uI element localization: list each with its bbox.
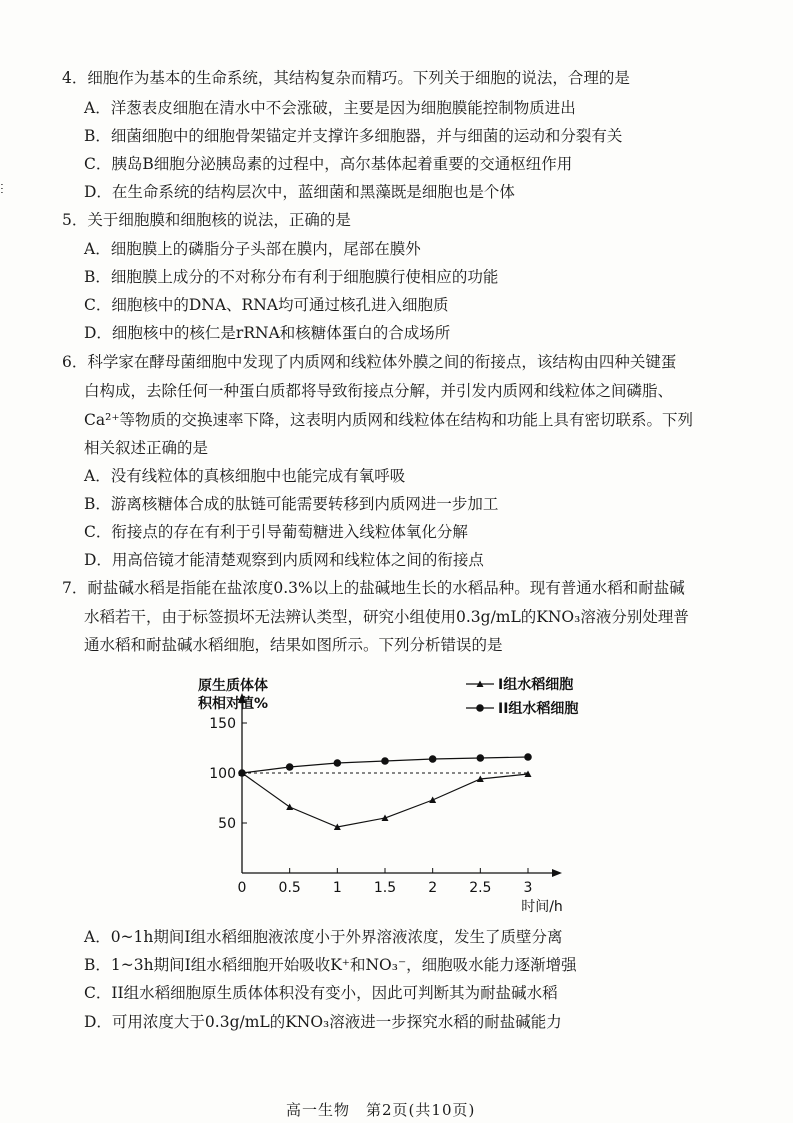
x-tick-label: 2 [428, 880, 438, 896]
x-axis-arrow [552, 869, 562, 877]
q5-option-a: A．细胞膜上的磷脂分子头部在膜内，尾部在膜外 [84, 240, 421, 258]
series-1-point [382, 815, 389, 822]
q4-option-c: C．胰岛B细胞分泌胰岛素的过程中，高尔基体起着重要的交通枢纽作用 [84, 155, 573, 173]
q6-option-b: B．游离核糖体合成的肽链可能需要转移到内质网进一步加工 [84, 495, 499, 513]
series-2-point [477, 754, 485, 762]
x-tick-label: 1.5 [373, 880, 397, 896]
legend-2-marker [476, 704, 484, 712]
q6-stem-3: Ca²⁺等物质的交换速率下降，这表明内质网和线粒体在结构和功能上具有密切联系。下列 [84, 411, 693, 429]
series-2-point [238, 769, 246, 777]
x-tick-label: 1 [332, 880, 342, 896]
x-tick-label: 0.5 [278, 880, 301, 896]
protoplast-volume-chart [190, 668, 610, 918]
series-2-point [381, 757, 389, 765]
q5-option-c: C．细胞核中的DNA、RNA均可通过核孔进入细胞质 [84, 296, 449, 314]
x-tick-label: 0 [237, 880, 247, 896]
page-footer: 高一生物 第2页(共10页) [286, 1101, 476, 1119]
q4-option-a: A．洋葱表皮细胞在清水中不会涨破，主要是因为细胞膜能控制物质进出 [84, 99, 576, 117]
y-axis-label: 积相对值% [198, 696, 269, 712]
series-2-point [524, 753, 532, 761]
legend-2-label: II组水稻细胞 [498, 701, 579, 717]
legend-1-label: I组水稻细胞 [498, 677, 574, 693]
series-2-point [286, 763, 294, 771]
q7-stem-1: 7．耐盐碱水稻是指能在盐浓度0.3%以上的盐碱地生长的水稻品种。现有普通水稻和耐盐碱 [62, 579, 685, 597]
q7-option-d: D．可用浓度大于0.3g/mL的KNO₃溶液进一步探究水稻的耐盐碱能力 [84, 1013, 562, 1031]
series-2-point [334, 759, 342, 767]
q6-option-a: A．没有线粒体的真核细胞中也能完成有氧呼吸 [84, 467, 406, 485]
q7-stem-3: 通水稻和耐盐碱水稻细胞，结果如图所示。下列分析错误的是 [84, 636, 503, 654]
x-tick-label: 2.5 [469, 880, 492, 896]
q7-option-b: B．1~3h期间I组水稻细胞开始吸收K⁺和NO₃⁻，细胞吸水能力逐渐增强 [84, 956, 577, 974]
q5-stem: 5．关于细胞膜和细胞核的说法，正确的是 [62, 211, 351, 229]
y-tick-label: 100 [209, 766, 236, 782]
x-axis-label: 时间/h [521, 899, 563, 915]
y-axis-label: 原生质体体 [198, 678, 268, 694]
y-tick-label: 150 [209, 716, 236, 732]
q6-stem-1: 6．科学家在酵母菌细胞中发现了内质网和线粒体外膜之间的衔接点，该结构由四种关键蛋 [62, 353, 677, 371]
q5-option-d: D．细胞核中的核仁是rRNA和核糖体蛋白的合成场所 [84, 324, 451, 342]
q7-option-a: A．0~1h期间I组水稻细胞液浓度小于外界溶液浓度，发生了质壁分离 [84, 928, 563, 946]
q6-option-d: D．用高倍镜才能清楚观察到内质网和线粒体之间的衔接点 [84, 551, 484, 569]
q7-option-c: C．II组水稻细胞原生质体体积没有变小，因此可判断其为耐盐碱水稻 [84, 984, 558, 1002]
q6-stem-2: 白构成，去除任何一种蛋白质都将导致衔接点分解，并引发内质网和线粒体之间磷脂、 [84, 382, 674, 400]
q4-option-d: D．在生命系统的结构层次中，蓝细菌和黑藻既是细胞也是个体 [84, 183, 515, 201]
margin-mark: ⵗ [0, 182, 4, 196]
series-2-point [429, 755, 437, 763]
q4-stem: 4．细胞作为基本的生命系统，其结构复杂而精巧。下列关于细胞的说法，合理的是 [62, 69, 630, 87]
q5-option-b: B．细胞膜上成分的不对称分布有利于细胞膜行使相应的功能 [84, 268, 499, 286]
series-1-point [286, 804, 293, 811]
x-tick-label: 3 [523, 880, 533, 896]
q6-stem-4: 相关叙述正确的是 [84, 439, 209, 457]
series-1-point [429, 797, 436, 804]
q6-option-c: C．衔接点的存在有利于引导葡萄糖进入线粒体氧化分解 [84, 523, 468, 541]
q7-stem-2: 水稻若干，由于标签损坏无法辨认类型，研究小组使用0.3g/mL的KNO₃溶液分别处理普 [84, 608, 689, 626]
q4-option-b: B．细菌细胞中的细胞骨架锚定并支撑许多细胞器，并与细菌的运动和分裂有关 [84, 127, 623, 145]
y-tick-label: 50 [218, 816, 236, 832]
